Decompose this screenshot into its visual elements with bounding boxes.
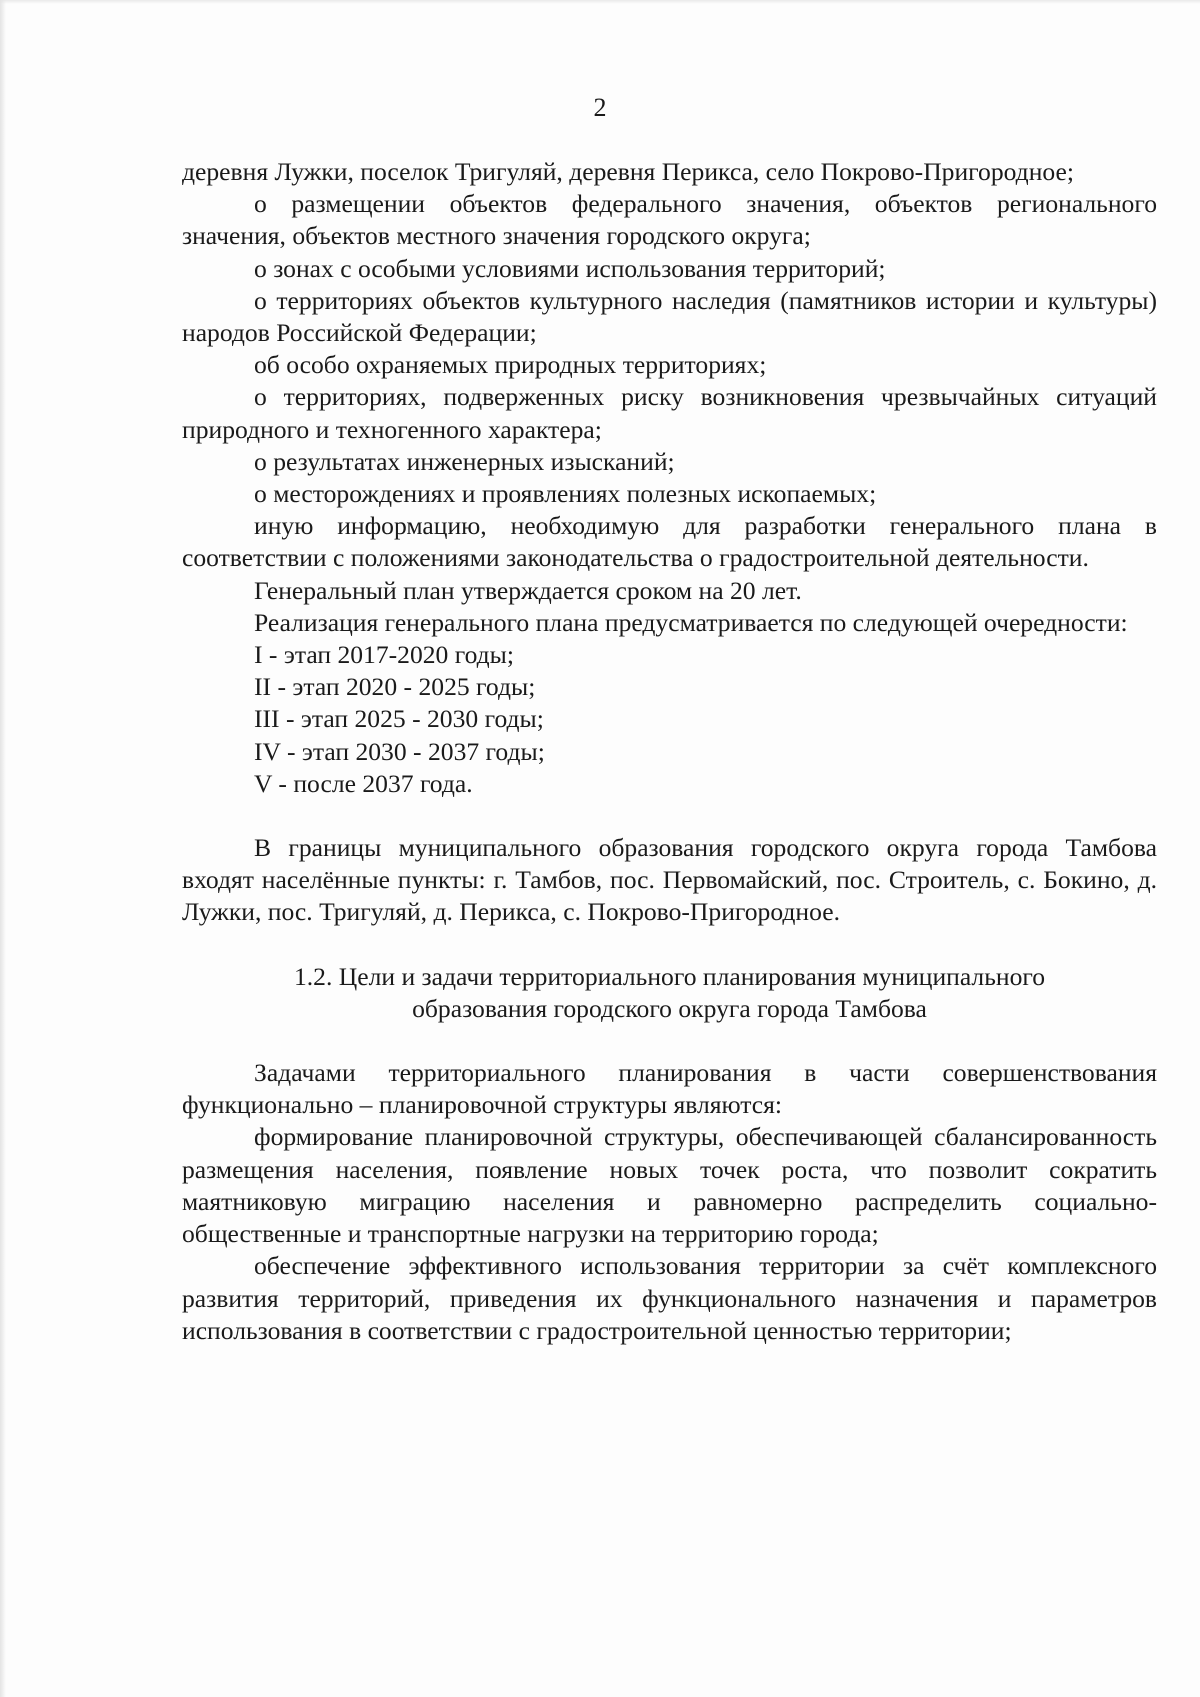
stage-item: III - этап 2025 - 2030 годы; xyxy=(254,704,544,734)
paragraph: о месторождениях и проявлениях полезных ископаемых; xyxy=(254,479,877,509)
paragraph: Генеральный план утверждается сроком на 20 лет. xyxy=(254,575,802,605)
stage-item: I - этап 2017-2020 годы; xyxy=(254,640,514,670)
paragraph: о результатах инженерных изысканий; xyxy=(254,446,675,476)
section-heading-line: 1.2. Цели и задачи территориального планирования муниципального xyxy=(293,961,1046,991)
scan-edge-left xyxy=(0,0,6,1697)
paragraph: обеспечение эффективного использования территории за счёт комплексного развития территорий, приведения их функционального назначения и параметров использования в соответствии с градостроительной ценностью территории; xyxy=(182,1251,1157,1345)
paragraph: Задачами территориального планирования в части совершенствования функционально – планировочной структуры являются: xyxy=(182,1058,1157,1120)
document-body xyxy=(182,156,1157,1347)
boundaries-paragraph: В границы муниципального образования городского округа города Тамбова входят населённые пункты: г. Тамбов, пос. Первомайский, пос. Строитель, с. Бокино, д. Лужки, пос. Тригуляй, д. Перикса, с. Покрово-Пригородное. xyxy=(182,833,1157,927)
stage-item: IV - этап 2030 - 2037 годы; xyxy=(254,736,545,766)
paragraph: Реализация генерального плана предусматривается по следующей очередности: xyxy=(254,607,1128,637)
stage-item: V - после 2037 года. xyxy=(254,768,473,798)
paragraph: о размещении объектов федерального значения, объектов регионального значения, объектов местного значения городского округа; xyxy=(182,189,1157,251)
paragraph: об особо охраняемых природных территориях; xyxy=(254,350,767,380)
paragraph: иную информацию, необходимую для разработки генерального плана в соответствии с положениями законодательства о градостроительной деятельности. xyxy=(182,511,1157,573)
section-heading xyxy=(182,961,1157,1025)
scan-edge-top xyxy=(0,0,1200,4)
page-number: 2 xyxy=(593,93,607,122)
paragraph: о территориях, подверженных риску возникновения чрезвычайных ситуаций природного и техногенного характера; xyxy=(182,382,1157,444)
paragraph: о зонах с особыми условиями использования территорий; xyxy=(254,253,886,283)
section-heading-line: образования городского округа города Тамбова xyxy=(412,993,927,1023)
stage-item: II - этап 2020 - 2025 годы; xyxy=(254,672,536,702)
paragraph: деревня Лужки, поселок Тригуляй, деревня Перикса, село Покрово-Пригородное; xyxy=(182,157,1074,186)
paragraph: формирование планировочной структуры, обеспечивающей сбалансированность размещения населения, появление новых точек роста, что позволит сократить маятниковую миграцию населения и равномерно распределить социально-общественные и транспортные нагрузки на территорию города; xyxy=(182,1122,1157,1249)
paragraph: о территориях объектов культурного наследия (памятников истории и культуры) народов Российской Федерации; xyxy=(182,285,1157,348)
